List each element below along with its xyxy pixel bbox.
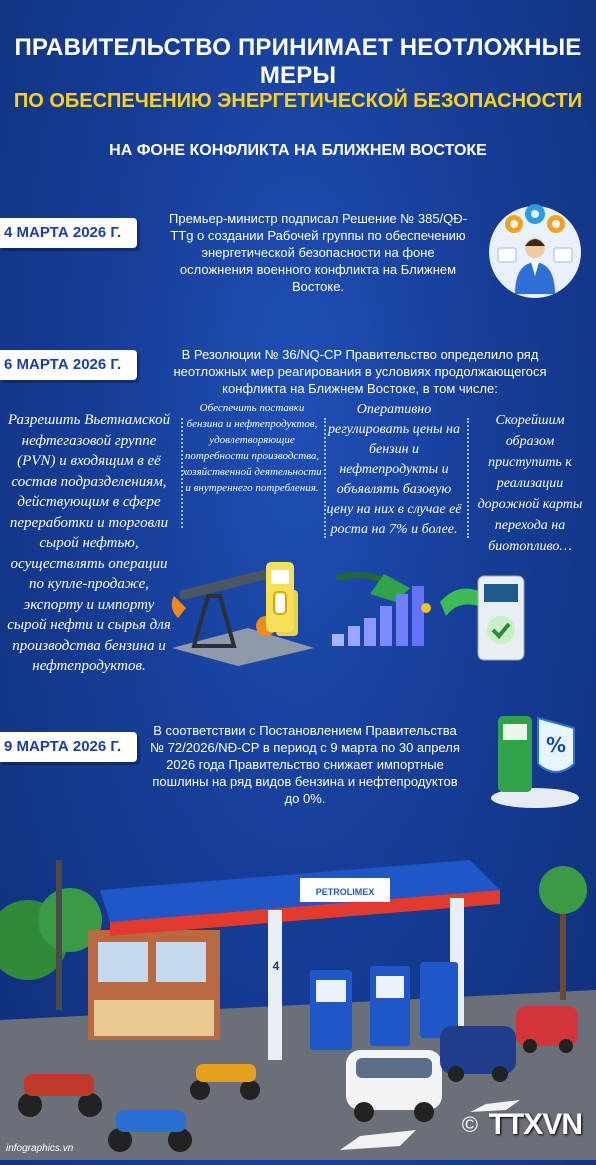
date-tag-mar-4: 4 МАРТА 2026 Г.	[0, 218, 137, 248]
copyright-symbol: ©	[461, 1112, 478, 1137]
manager-gears-icon	[488, 196, 582, 300]
station-brand: PETROLIMEX	[315, 887, 375, 897]
bar-growth-icon	[326, 568, 434, 654]
pump-number: 4	[272, 959, 280, 973]
measure-biofuel-text: Скорейшим образом приступить к реализации дорожной карты перехода на биотопливо…	[477, 413, 583, 554]
event-2-text: В Резолюции № 36/NQ-CP Правительство определило ряд неотложных мер реагирования в условиях продолжающегося конфликта на Ближнем Востоке, в том числе:	[173, 347, 547, 396]
fuel-pump-small-icon	[262, 556, 302, 640]
source-credit: infographics.vn	[6, 1143, 74, 1154]
divider	[467, 418, 469, 538]
measure-supply-text: Обеспечить поставки бензина и нефтепродуктов, удовлетворяющие потребности производства, хозяйственной деятельности и внутреннего потребления.	[182, 402, 322, 494]
percent-sign: %	[545, 733, 567, 757]
event-3-text: В соответствии с Постановлением Правительства № 72/2026/NĐ-CP в период с 9 марта по 30 апреля 2026 года Правительство снижает импортные пошлины на ряд видов бензина и нефтепродуктов до 0%.	[150, 723, 460, 806]
eco-fuel-pump-icon	[438, 572, 532, 664]
event-1-text: Премьер-министр подписал Решение № 385/QĐ-TTg о создании Рабочей группы по обеспечению энергетической безопасности на фоне осложнения военного конфликта на Ближнем Востоке.	[169, 211, 467, 294]
date-tag-mar-9: 9 МАРТА 2026 Г.	[0, 732, 137, 762]
percent-pump-icon	[488, 706, 582, 810]
date-tag-mar-6: 6 МАРТА 2026 Г.	[0, 350, 137, 380]
page-title: ПРАВИТЕЛЬСТВО ПРИНИМАЕТ НЕОТЛОЖНЫЕ МЕРЫ	[14, 34, 582, 89]
page-subtitle: ПО ОБЕСПЕЧЕНИЮ ЭНЕРГЕТИЧЕСКОЙ БЕЗОПАСНОСТИ	[13, 90, 583, 112]
page-subtitle-context: НА ФОНЕ КОНФЛИКТА НА БЛИЖНЕМ ВОСТОКЕ	[109, 142, 487, 159]
measure-price-text: Оперативно регулировать цены на бензин и нефтепродукты и объявлять базовую цену на них в случае её роста на 7% и более.	[326, 402, 462, 537]
measure-pvn-text: Разрешить Вьетнамской нефтегазовой группе (PVN) и входящим в её состав подразделениям, действующим в сфере переработки и торговли сырой нефтью, осуществлять операции по купле-продаже, экспорту и импорту сырой нефти и сырья для производства бензина и нефтепродуктов.	[7, 412, 171, 674]
agency-logo: TTXVN	[488, 1108, 582, 1141]
